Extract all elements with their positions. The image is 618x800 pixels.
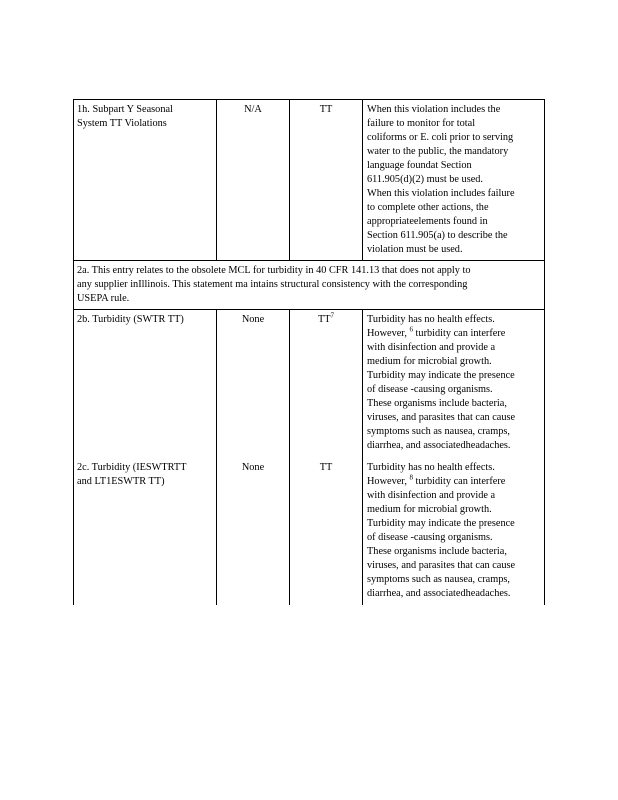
effects-line: of disease -causing organisms.: [367, 384, 493, 395]
effects-line: Turbidity has no health effects.: [367, 462, 495, 473]
effects-line: water to the public, the mandatory: [367, 146, 509, 157]
effects-line: medium for microbial growth.: [367, 356, 492, 367]
footnote-marker: 7: [330, 311, 335, 320]
effects-fragment: turbidity can interfere: [412, 476, 506, 487]
effects-line: viruses, and parasites that can cause: [367, 412, 516, 423]
col-divider-3: [362, 99, 363, 261]
col-divider-2b: [289, 309, 290, 605]
row-1h-label: [77, 103, 215, 131]
effects-line: diarrhea, and associatedheadaches.: [367, 588, 511, 599]
effects-line: viruses, and parasites that can cause: [367, 560, 516, 571]
footnote-marker: 6: [409, 325, 413, 334]
row-1h-bottom-border: [73, 260, 545, 261]
effects-line: Turbidity may indicate the presence: [367, 518, 515, 529]
effects-line: with disinfection and provide a: [367, 342, 496, 353]
row-2c-label-line: and LT1ESWTR TT): [77, 476, 165, 487]
effects-line: Section 611.905(a) to describe the: [367, 230, 508, 241]
effects-line: symptoms such as nausea, cramps,: [367, 426, 510, 437]
row-1h-treatment: TT: [319, 104, 333, 115]
effects-line: When this violation includes failure: [367, 188, 515, 199]
effects-fragment: However,: [367, 328, 410, 339]
note-line: 2a. This entry relates to the obsolete MCL for turbidity in 40 CFR 141.13 that does not apply to: [77, 265, 471, 276]
col-divider-3b: [362, 309, 363, 605]
effects-line: 611.905(d)(2) must be used.: [367, 174, 484, 185]
effects-line: failure to monitor for total: [367, 118, 476, 129]
row-2c-label: [77, 461, 215, 489]
row-2b-label: [77, 313, 215, 327]
note-line: any supplier inIllinois. This statement ma intains structural consistency with the corresponding: [77, 279, 468, 290]
row-2a-bottom-border: [73, 309, 545, 310]
row-1h-effects: [367, 103, 534, 257]
effects-line: symptoms such as nausea, cramps,: [367, 574, 510, 585]
effects-line: Turbidity may indicate the presence: [367, 370, 515, 381]
col-divider-1b: [216, 309, 217, 605]
row-1h-label-line: System TT Violations: [77, 118, 167, 129]
row-2c-treatment: TT: [319, 462, 333, 473]
row-2c-label-line: 2c. Turbidity (IESWTRTT: [77, 462, 187, 473]
effects-line: coliforms or E. coli prior to serving: [367, 132, 514, 143]
footnote-marker: 8: [409, 473, 413, 482]
effects-fragment: turbidity can interfere: [412, 328, 506, 339]
row-2c-mcl: None: [241, 462, 265, 473]
effects-fragment: However,: [367, 476, 410, 487]
effects-line: of disease -causing organisms.: [367, 532, 493, 543]
note-line: USEPA rule.: [77, 293, 130, 304]
effects-line: diarrhea, and associatedheadaches.: [367, 440, 511, 451]
col-divider-1: [216, 99, 217, 261]
effects-line: [367, 327, 534, 341]
effects-line: with disinfection and provide a: [367, 490, 496, 501]
effects-line: When this violation includes the: [367, 104, 501, 115]
col-divider-2: [289, 99, 290, 261]
row-2c-effects: [367, 461, 534, 601]
effects-line: to complete other actions, the: [367, 202, 489, 213]
effects-line: appropriateelements found in: [367, 216, 488, 227]
effects-line: Turbidity has no health effects.: [367, 314, 495, 325]
row-2b-mcl: None: [241, 314, 265, 325]
row-1h-label-line: 1h. Subpart Y Seasonal: [77, 104, 173, 115]
effects-line: language foundat Section: [367, 160, 472, 171]
table-right-border: [544, 99, 545, 605]
effects-line: These organisms include bacteria,: [367, 398, 507, 409]
row-2b-label-line: 2b. Turbidity (SWTR TT): [77, 314, 184, 325]
table-left-border: [73, 99, 74, 605]
row-2b-effects: [367, 313, 534, 453]
treatment-value: TT: [317, 314, 331, 325]
row-2b-treatment: [291, 313, 361, 327]
table-top-border: [73, 99, 545, 100]
effects-line: violation must be used.: [367, 244, 463, 255]
row-1h-mcl: N/A: [244, 104, 262, 115]
effects-line: medium for microbial growth.: [367, 504, 492, 515]
effects-line: [367, 475, 534, 489]
effects-line: These organisms include bacteria,: [367, 546, 507, 557]
row-2a-note: [77, 264, 537, 306]
